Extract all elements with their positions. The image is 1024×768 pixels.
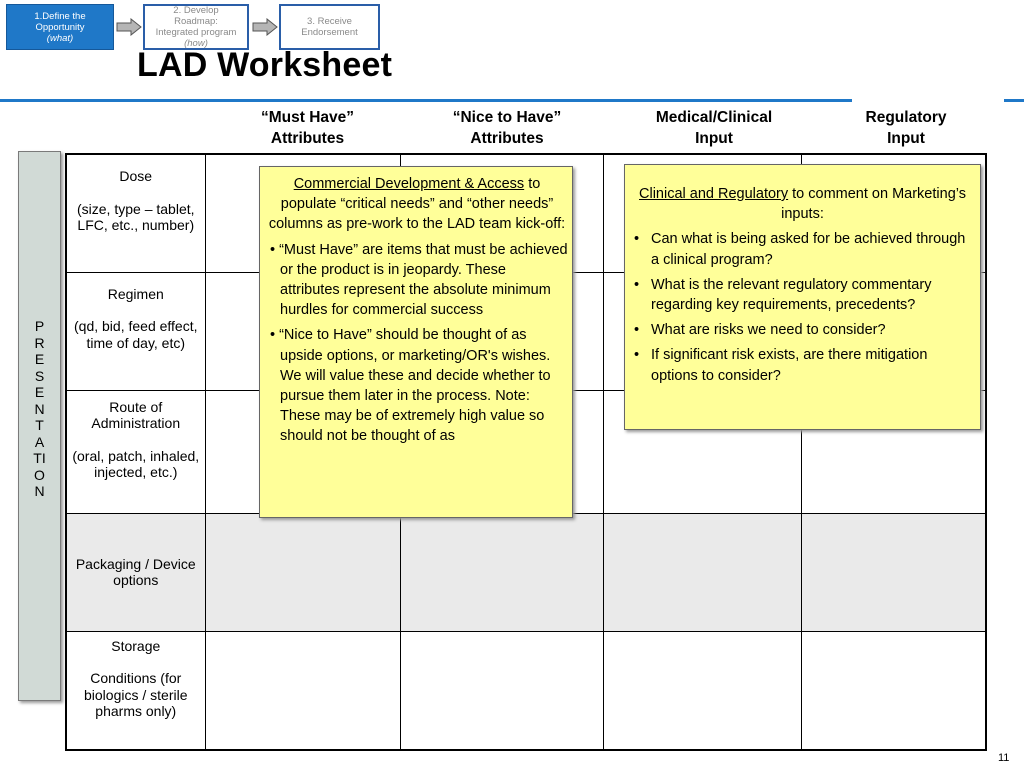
row-label-route [66,390,205,513]
table-cell[interactable] [401,513,604,631]
row-detail: (size, type – tablet, LFC, etc., number) [77,200,195,233]
note-lead-text: to comment on Marketing’s inputs: [781,186,966,223]
note-item: • Can what is being asked for be achieved through a clinical program? [629,229,976,269]
row-label-packaging [66,513,205,631]
note-lead-link: Commercial Development & Access [293,176,525,192]
column-header-line-1: “Nice to Have” [452,109,562,126]
column-header-medical-clinical [614,107,814,149]
column-header-line-1: Medical/Clinical [655,109,773,126]
arrow-right-icon [252,18,278,36]
step-1-line-1: 1.Define the [34,10,86,22]
table-row [66,631,986,750]
step-2-line-2: Roadmap: [174,16,218,27]
presentation-sidebar [18,151,61,701]
note-lead [266,174,568,235]
column-header-line-1: Regulatory [865,109,947,126]
row-title: Regimen [107,285,164,302]
note-lead-text: to populate “critical needs” and “other needs” columns as pre-work to the LAD team kick-off: [268,176,566,233]
step-3-line-2: Endorsement [301,27,358,38]
row-detail: (qd, bid, feed effect, time of day, etc) [74,318,198,351]
row-label-regimen [66,272,205,390]
sidebar-label: PRESENTATION [33,318,46,499]
note-item: • If significant risk exists, are there mitigation options to consider? [629,345,976,385]
column-header-line-1: “Must Have” [260,109,355,126]
page-title: LAD Worksheet [137,46,393,84]
regulatory-instructions-note [624,164,981,430]
column-header-regulatory [806,107,1006,149]
row-title: Dose [119,168,153,184]
note-item: • What are risks we need to consider? [629,320,976,340]
step-define-opportunity [6,4,114,50]
table-cell[interactable] [401,631,604,750]
column-header-line-2: Input [695,130,733,147]
commercial-instructions-note [259,166,573,518]
title-divider-right [1004,99,1024,102]
row-title: Route of Administration [91,398,181,431]
table-cell[interactable] [603,631,801,750]
column-header-line-2: Attributes [270,130,345,147]
step-3-line-1: 3. Receive [307,16,352,27]
step-develop-roadmap [143,4,249,50]
column-header-must-have [210,107,405,149]
row-detail: (oral, patch, inhaled, injected, etc.) [72,447,200,480]
step-1-line-3: (what) [46,32,74,44]
table-cell[interactable] [603,513,801,631]
row-detail: Conditions (for biologics / sterile pharms only) [84,670,188,719]
step-receive-endorsement [279,4,380,50]
column-header-line-2: Input [887,130,925,147]
table-cell[interactable] [205,513,401,631]
note-item-must-have: • “Must Have” are items that must be achieved or the product is in jeopardy. These attributes represent the absolute minimum hurdles for commercial success [270,241,568,319]
step-2-line-1: 2. Develop [173,5,219,16]
note-item: • What is the relevant regulatory commentary regarding key requirements, precedents? [629,275,976,315]
title-divider [0,99,852,102]
row-label-dose [66,154,205,272]
note-lead [629,184,976,224]
row-title: Packaging / Device options [75,555,196,588]
step-2-line-3: Integrated program [155,27,237,38]
page-number: 11 [998,752,1010,764]
step-2-line-4: (how) [184,38,208,49]
table-cell[interactable] [801,631,986,750]
row-title: Storage [111,637,161,654]
note-lead-link: Clinical and Regulatory [639,186,789,202]
table-row [66,513,986,631]
note-item-nice-to-have: • “Nice to Have” should be thought of as upside options, or marketing/OR's wishes. We will value these and decide whether to pursue them later in the process. Note: These may be of extremely high value so should not be thought of as [270,327,551,445]
arrow-right-icon [116,18,142,36]
column-header-line-2: Attributes [470,130,544,147]
column-header-nice-to-have [407,107,607,149]
table-cell[interactable] [205,631,401,750]
table-cell[interactable] [801,513,986,631]
row-label-storage [66,631,205,750]
step-1-line-2: Opportunity [35,21,85,33]
